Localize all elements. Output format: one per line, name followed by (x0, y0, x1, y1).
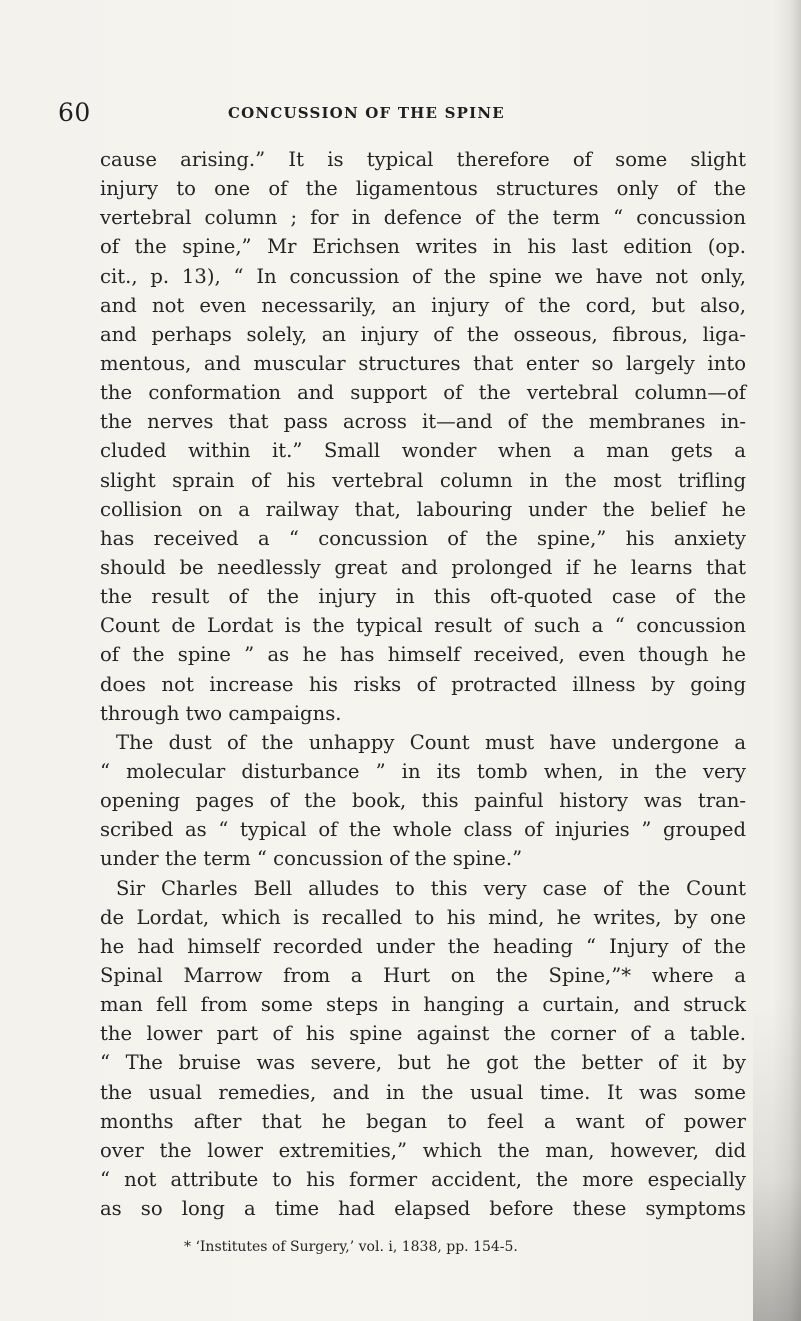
text-line: the usual remedies, and in the usual time. It was some (100, 1080, 746, 1104)
text-line: “ molecular disturbance ” in its tomb when, in the very (100, 759, 746, 783)
text-line: “ The bruise was severe, but he got the better of it by (100, 1051, 746, 1075)
text-line: cluded within it.” Small wonder when a man gets a (100, 439, 746, 463)
text-line: slight sprain of his vertebral column in the most trifling (100, 468, 746, 492)
page-header (58, 98, 748, 128)
text-line: collision on a railway that, labouring under the belief he (100, 497, 746, 521)
text-line: and not even necessarily, an injury of the cord, but also, (100, 293, 746, 317)
text-line: cit., p. 13), “ In concussion of the spine we have not only, (100, 264, 746, 288)
page-number: 60 (58, 98, 91, 127)
text-line: the nerves that pass across it—and of the membranes in- (100, 410, 746, 434)
text-line: scribed as “ typical of the whole class of injuries ” grouped (100, 818, 746, 842)
text-line: Spinal Marrow from a Hurt on the Spine,”* where a (100, 963, 746, 987)
body-text (100, 145, 746, 1223)
text-line: the conformation and support of the vertebral column—of (100, 381, 746, 405)
text-line: The dust of the unhappy Count must have undergone a (116, 730, 746, 754)
running-title: CONCUSSION OF THE SPINE (228, 104, 505, 122)
footnote: * ‘Institutes of Surgery,’ vol. i, 1838, pp. 154-5. (184, 1239, 518, 1255)
text-line: of the spine,” Mr Erichsen writes in his last edition (op. (100, 235, 746, 259)
text-line: vertebral column ; for in defence of the term “ concussion (100, 206, 746, 230)
text-line: opening pages of the book, this painful history was tran- (100, 789, 746, 813)
text-line: “ not attribute to his former accident, the more especially (100, 1167, 746, 1191)
text-line: should be needlessly great and prolonged if he learns that (100, 555, 746, 579)
text-line: has received a “ concussion of the spine,” his anxiety (100, 526, 746, 550)
text-line: over the lower extremities,” which the man, however, did (100, 1138, 746, 1162)
text-line: Sir Charles Bell alludes to this very case of the Count (116, 876, 746, 900)
text-line: under the term “ concussion of the spine.” (100, 847, 523, 871)
text-line: of the spine ” as he has himself received, even though he (100, 643, 746, 667)
page-corner-shadow (753, 1001, 801, 1321)
text-line: does not increase his risks of protracted illness by going (100, 672, 746, 696)
text-line: as so long a time had elapsed before these symptoms (100, 1197, 746, 1221)
text-line: de Lordat, which is recalled to his mind, he writes, by one (100, 905, 746, 929)
text-line: injury to one of the ligamentous structures only of the (100, 177, 746, 201)
text-line: cause arising.” It is typical therefore of some slight (100, 148, 746, 171)
text-line: mentous, and muscular structures that enter so largely into (100, 351, 746, 375)
text-line: through two campaigns. (100, 701, 342, 725)
text-line: and perhaps solely, an injury of the osseous, fibrous, liga- (100, 322, 746, 346)
text-line: Count de Lordat is the typical result of such a “ concussion (100, 614, 746, 638)
text-line: months after that he began to feel a want of power (100, 1109, 746, 1133)
text-line: he had himself recorded under the heading “ Injury of the (100, 934, 746, 958)
text-line: the lower part of his spine against the corner of a table. (100, 1022, 746, 1046)
text-line: man fell from some steps in hanging a curtain, and struck (100, 993, 746, 1017)
text-line: the result of the injury in this oft-quoted case of the (100, 585, 746, 609)
